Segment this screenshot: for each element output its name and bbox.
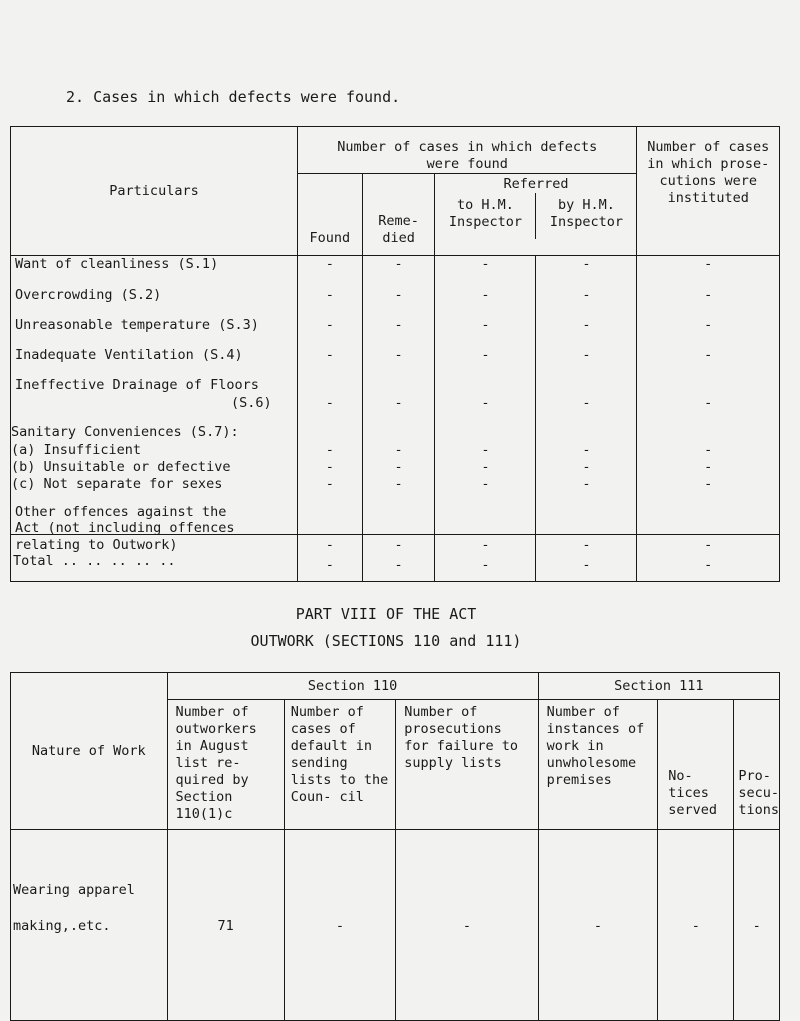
- col-prosecutions: Pro- secu- tions: [734, 700, 780, 830]
- row-label: (a) Insufficient: [11, 442, 142, 458]
- cell-value: -: [394, 476, 403, 492]
- default-value: -: [335, 918, 345, 934]
- row-label: (b) Unsuitable or defective: [11, 459, 231, 475]
- cell-value: -: [704, 537, 713, 553]
- cell-value: -: [394, 537, 403, 553]
- cell-value: -: [582, 476, 591, 492]
- total-value: -: [481, 557, 490, 573]
- cell-value: -: [325, 459, 334, 475]
- cell-value: -: [394, 287, 403, 303]
- cell-value: -: [325, 317, 334, 333]
- row-label: Wearing apparel: [13, 882, 135, 898]
- row-label: Act (not including offences: [15, 520, 235, 536]
- cell-value: -: [325, 442, 334, 458]
- col-outworkers: Number of outworkers in August list re- quired by Section 110(1)c: [167, 700, 284, 830]
- outwork-title: OUTWORK (SECTIONS 110 and 111): [250, 632, 522, 650]
- section-111-header: Section 111: [538, 673, 779, 700]
- cell-value: -: [325, 476, 334, 492]
- outworkers-value: 71: [217, 918, 234, 934]
- row-label: Inadequate Ventilation (S.4): [15, 347, 243, 363]
- row-label: relating to Outwork): [15, 537, 178, 553]
- particulars-cell: [11, 256, 298, 553]
- col-remedied: Reme- died: [362, 174, 435, 256]
- cell-value: -: [704, 317, 713, 333]
- cell-value: -: [394, 317, 403, 333]
- cell-value: -: [481, 476, 490, 492]
- cell-value: -: [704, 476, 713, 492]
- cell-value: -: [325, 256, 334, 272]
- cell-value: -: [704, 287, 713, 303]
- total-value: -: [394, 557, 403, 573]
- row-label: Overcrowding (S.2): [15, 287, 162, 303]
- cell-value: -: [481, 287, 490, 303]
- section-heading: 2. Cases in which defects were found.: [66, 88, 401, 106]
- cell-value: -: [481, 395, 490, 411]
- cell-value: -: [481, 347, 490, 363]
- cell-value: -: [481, 459, 490, 475]
- col-by-hm-inspector: by H.M. Inspector: [549, 197, 624, 230]
- to-hm-values: [435, 256, 536, 553]
- row-label: Other offences against the: [15, 504, 227, 520]
- col-unwholesome: Number of instances of work in unwholesome premises: [538, 700, 658, 830]
- col-group-defects: Number of cases in which defects were found: [298, 127, 637, 174]
- notices-value: -: [691, 918, 700, 934]
- cell-value: -: [582, 537, 591, 553]
- col-particulars: Particulars: [11, 127, 298, 256]
- cell-value: -: [394, 395, 403, 411]
- col-notices-served: No- tices served: [658, 700, 734, 830]
- cell-value: -: [394, 256, 403, 272]
- col-nature-of-work: Nature of Work: [11, 673, 168, 830]
- row-label: Unreasonable temperature (S.3): [15, 317, 259, 333]
- cell-value: -: [582, 347, 591, 363]
- cell-value: -: [325, 537, 334, 553]
- total-value: -: [704, 557, 713, 573]
- total-value: -: [325, 557, 334, 573]
- col-found: Found: [298, 174, 363, 256]
- found-values: [298, 256, 363, 553]
- row-label: Want of cleanliness (S.1): [15, 256, 219, 272]
- cell-value: -: [394, 442, 403, 458]
- prosecutions-failure-value: -: [462, 918, 472, 934]
- remedied-values: [362, 256, 435, 553]
- by-hm-values: [536, 256, 637, 553]
- part-title: PART VIII OF THE ACT: [295, 605, 477, 623]
- cell-value: -: [704, 459, 713, 475]
- defects-table: [10, 126, 780, 582]
- cell-value: -: [481, 256, 490, 272]
- cell-value: -: [325, 395, 334, 411]
- cell-value: -: [481, 442, 490, 458]
- cell-value: -: [582, 256, 591, 272]
- prosecutions-value: -: [752, 918, 761, 934]
- total-value: -: [582, 557, 591, 573]
- row-label: Sanitary Conveniences (S.7):: [11, 424, 239, 440]
- unwholesome-value: -: [593, 918, 603, 934]
- cell-value: -: [704, 395, 713, 411]
- cell-value: -: [582, 459, 591, 475]
- cell-value: -: [582, 317, 591, 333]
- total-label: Total .. .. .. .. ..: [13, 553, 176, 569]
- row-label: (S.6): [231, 395, 272, 411]
- row-label: making,.etc.: [13, 918, 111, 934]
- col-to-hm-inspector: to H.M. Inspector: [435, 193, 536, 239]
- row-nature: [11, 830, 168, 1021]
- row-label: Ineffective Drainage of Floors: [15, 377, 259, 393]
- cell-value: -: [325, 287, 334, 303]
- cell-value: -: [481, 537, 490, 553]
- section-110-header: Section 110: [167, 673, 538, 700]
- col-referred: Referred: [503, 176, 569, 192]
- cell-value: -: [325, 347, 334, 363]
- row-label: (c) Not separate for sexes: [11, 476, 223, 492]
- cell-value: -: [394, 459, 403, 475]
- cell-value: -: [481, 317, 490, 333]
- cell-value: -: [582, 442, 591, 458]
- outwork-table: [10, 672, 780, 1021]
- prosecutions-values: [637, 256, 780, 553]
- cell-value: -: [704, 347, 713, 363]
- cell-value: -: [394, 347, 403, 363]
- cell-value: -: [704, 256, 713, 272]
- col-default-cases: Number of cases of default in sending lists to the Coun- cil: [284, 700, 396, 830]
- cell-value: -: [582, 287, 591, 303]
- cell-value: -: [582, 395, 591, 411]
- cell-value: -: [704, 442, 713, 458]
- col-prosecutions: Number of cases in which prose- cutions were instituted: [637, 127, 780, 256]
- col-prosecutions-failure: Number of prosecutions for failure to supply lists: [396, 700, 538, 830]
